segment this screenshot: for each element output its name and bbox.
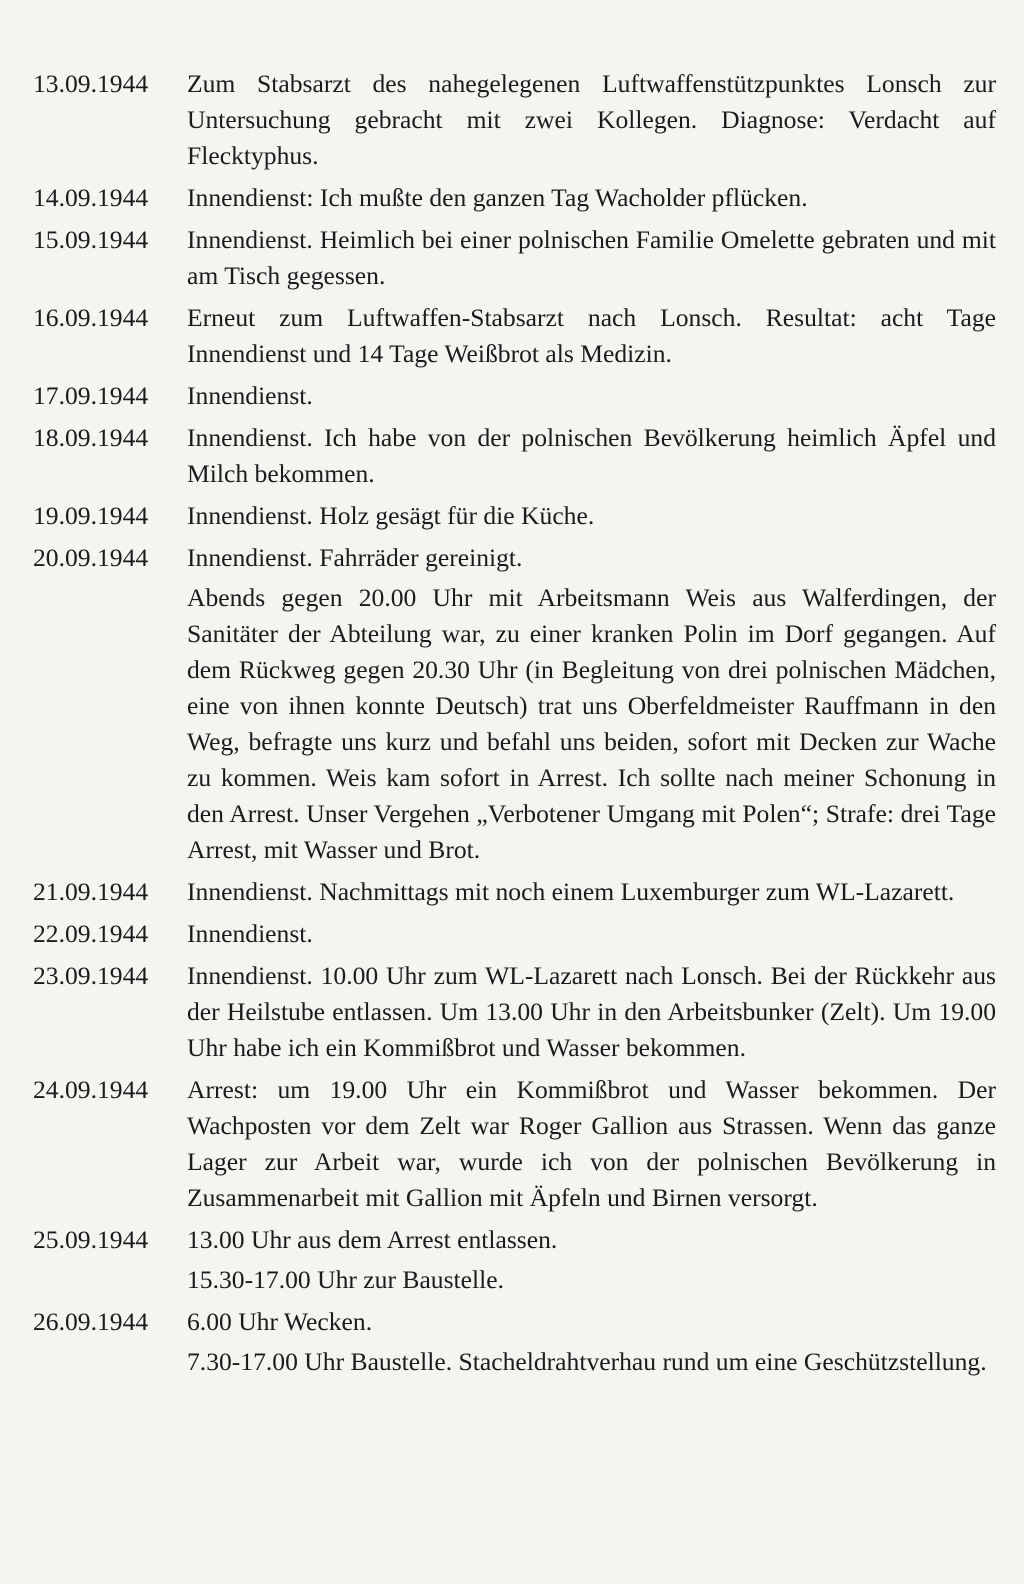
entry-paragraph: Arrest: um 19.00 Uhr ein Kommißbrot und Wasser bekommen. Der Wachposten vor dem Zelt war Roger Gallion aus Strassen. Wenn das ganze Lager zur Arbeit war, wurde ich von der polnischen Bevölkerung in Zusammenarbeit mit Gallion mit Äpfeln und Birnen versorgt. (187, 1075, 996, 1212)
entry-text (187, 66, 996, 174)
entry-paragraph: Innendienst. Holz gesägt für die Küche. (187, 501, 595, 530)
entry-text (187, 498, 996, 534)
diary-entry (33, 378, 996, 414)
entry-date: 21.09.1944 (33, 877, 149, 906)
diary-entry (33, 916, 996, 952)
entry-text (187, 916, 996, 952)
entry-paragraph: Zum Stabsarzt des nahegelegenen Luftwaffenstützpunktes Lonsch zur Untersuchung gebracht mit zwei Kollegen. Diagnose: Verdacht auf Flecktyphus. (187, 69, 996, 170)
diary-entry (33, 1304, 996, 1380)
entry-paragraph: Innendienst. Heimlich bei einer polnischen Familie Omelette gebraten und mit am Tisch gegessen. (187, 225, 996, 290)
diary-entry (33, 300, 996, 372)
entry-paragraph: Erneut zum Luftwaffen-Stabsarzt nach Lonsch. Resultat: acht Tage Innendienst und 14 Tage Weißbrot als Medizin. (187, 303, 996, 368)
diary-entry (33, 498, 996, 534)
entry-text (187, 1072, 996, 1216)
diary-entry (33, 958, 996, 1066)
entry-date: 19.09.1944 (33, 501, 149, 530)
entry-date: 13.09.1944 (33, 69, 149, 98)
entry-paragraph: 15.30-17.00 Uhr zur Baustelle. (187, 1265, 505, 1294)
entry-paragraph: Innendienst. 10.00 Uhr zum WL-Lazarett nach Lonsch. Bei der Rückkehr aus der Heilstube entlassen. Um 13.00 Uhr in den Arbeitsbunker (Zelt). Um 19.00 Uhr habe ich ein Kommißbrot und Wasser bekommen. (187, 961, 996, 1062)
entry-paragraph: Innendienst: Ich mußte den ganzen Tag Wacholder pflücken. (187, 183, 808, 212)
entry-text (187, 1222, 996, 1298)
entry-text (187, 958, 996, 1066)
entry-text (187, 874, 996, 910)
diary-entry (33, 1072, 996, 1216)
entry-text (187, 420, 996, 492)
entry-date: 20.09.1944 (33, 543, 149, 572)
entry-text (187, 222, 996, 294)
entry-date: 24.09.1944 (33, 1075, 149, 1104)
entry-date: 16.09.1944 (33, 303, 149, 332)
entry-paragraph: Innendienst. Nachmittags mit noch einem Luxemburger zum WL-Lazarett. (187, 877, 955, 906)
diary-entries (33, 66, 996, 1380)
entry-paragraph: 6.00 Uhr Wecken. (187, 1307, 373, 1336)
entry-paragraph: Innendienst. Fahrräder gereinigt. (187, 543, 523, 572)
entry-date: 23.09.1944 (33, 961, 149, 990)
entry-date: 25.09.1944 (33, 1225, 149, 1254)
entry-text (187, 1304, 996, 1380)
diary-entry (33, 420, 996, 492)
diary-entry (33, 540, 996, 868)
entry-paragraph: Innendienst. Ich habe von der polnischen Bevölkerung heimlich Äpfel und Milch bekommen. (187, 423, 996, 488)
entry-date: 18.09.1944 (33, 423, 149, 452)
entry-paragraph: Innendienst. (187, 919, 313, 948)
entry-text (187, 540, 996, 868)
diary-entry (33, 874, 996, 910)
diary-entry (33, 222, 996, 294)
entry-paragraph: 13.00 Uhr aus dem Arrest entlassen. (187, 1225, 558, 1254)
entry-date: 17.09.1944 (33, 381, 149, 410)
diary-entry (33, 180, 996, 216)
entry-date: 15.09.1944 (33, 225, 149, 254)
entry-text (187, 378, 996, 414)
entry-text (187, 180, 996, 216)
entry-date: 22.09.1944 (33, 919, 149, 948)
entry-date: 26.09.1944 (33, 1307, 149, 1336)
diary-entry (33, 66, 996, 174)
entry-text (187, 300, 996, 372)
diary-entry (33, 1222, 996, 1298)
entry-paragraph: Abends gegen 20.00 Uhr mit Arbeitsmann Weis aus Walferdingen, der Sanitäter der Abteilung war, zu einer kranken Polin im Dorf gegangen. Auf dem Rückweg gegen 20.30 Uhr (in Begleitung von drei polnischen Mädchen, eine von ihnen konnte Deutsch) trat uns Oberfeldmeister Rauffmann in den Weg, befragte uns kurz und befahl uns beiden, sofort mit Decken zur Wache zu kommen. Weis kam sofort in Arrest. Ich sollte nach meiner Schonung in den Arrest. Unser Vergehen „Verbotener Umgang mit Polen“; Strafe: drei Tage Arrest, mit Wasser und Brot. (187, 583, 996, 864)
entry-paragraph: 7.30-17.00 Uhr Baustelle. Stacheldrahtverhau rund um eine Geschützstellung. (187, 1347, 987, 1376)
entry-paragraph: Innendienst. (187, 381, 313, 410)
entry-date: 14.09.1944 (33, 183, 149, 212)
